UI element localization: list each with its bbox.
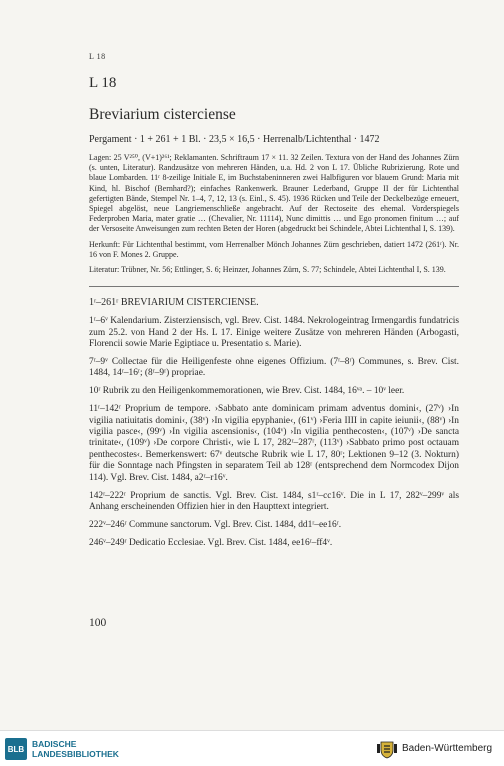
baden-wuerttemberg-crest-icon[interactable] [376, 739, 398, 759]
description-literatur: Literatur: Trübner, Nr. 56; Ettlinger, S. 6; Heinzer, Johannes Zürn, S. 77; Schindele, Abtei Lichtenthal I, S. 139. [89, 265, 446, 275]
blb-library-name[interactable] [32, 739, 119, 759]
footer-bar [0, 730, 504, 766]
content-entry: 142ʳ–222ʳ Proprium de sanctis. Vgl. Brev. Cist. 1484, s1ʳ–cc16ᵛ. Die in L 17, 282ᵛ–299ᵛ als Anhang erscheinenden Offizien hier in den Haupttext integriert. [89, 490, 459, 512]
section-heading: 1ʳ–261ʳ BREVIARIUM CISTERCIENSE. [89, 297, 259, 309]
blb-line-1: BADISCHE [32, 739, 77, 749]
blb-logo-icon[interactable]: BLB [5, 738, 27, 760]
manuscript-meta: Pergament · 1 + 261 + 1 Bl. · 23,5 × 16,5 · Herrenalb/Lichtenthal · 1472 [89, 134, 380, 145]
content-entry: 1ʳ–6ᵛ Kalendarium. Zisterziensisch, vgl. Brev. Cist. 1484. Nekrologeintrag Irmengardis fundatricis zum 25.2. von Hand 2 der Hs. L 17. Einige weitere Zusätze von mehreren Händen (Arbogasti, Florencii sowie Marie Egiptiace u. Presentatio s. Marie). [89, 316, 459, 350]
description-lagen: Lagen: 25 V²⁵⁰, (V+1)²⁶¹; Reklamanten. Schriftraum 17 × 11. 32 Zeilen. Textura von der Hand des Johannes Zürn (s. unten, Literatur). Randzusätze von mehreren Händen, u.a. Hd. 2 von L 17. Übliche Rubrizierung. Rote und blaue Lombarden. 11ʳ 8-zeilige Initiale E, im Buchstabeninneren zwei Halbfiguren vor blauem Grund: Maria mit Kind, hl. Bischof (Bernhard?); einfaches Rankenwerk. Brauner Lederband, Gruppe II der für Lichtenthal gefertigten Bände, Stempel Nr. 1–4, 7, 12, 13 (s. Einl., S. 45). 1936 Rücken und Teile der Deckelbezüge erneuert, Spiegel abgelöst, neue Langriemenschließe angebracht. Auf der Rectoseite des ehemal. Vorderspiegels Federproben Maria, mater gratie … (Chevalier, Nr. 11114), Nunc dimittis … und Ego pronomen finitum …; auf der Versoseite Anweisungen zum rechten Beten der Horen (abgedruckt bei Schindele, Abtei Lichtenthal I, S. 139). [89, 153, 459, 234]
content-entry: 11ʳ–142ʳ Proprium de tempore. ›Sabbato ante dominicam primam adventus domini‹, (27ᵛ) ›In vigilia natiuitatis domini‹, (38ᵛ) ›In vigilia epyphanie‹, (61ᵛ) ›Feria IIII in capite ieiunii‹, (88ᵛ) ›In vigilia pasce‹, (99ᵛ) ›In vigilia ascensionis‹, (104ᵛ) ›In vigilia penthecosten‹, (107ᵛ) ›De sancta trinitate‹, (109ᵛ) ›De corpore Christi‹, wie L 17, 282ʳ–287ʳ, (113ᵛ) ›Sabbato primo post octauam penthecostes‹. Bemerkenswert: 67ᵛ deutsche Rubrik wie L 17, 80ʳ; Lektionen 9–12 (3. Nokturn) für die Sonntage nach Pfingsten in separatem Teil ab 128ʳ (entsprechend dem Normcodex Dijon 114). Vgl. Brev. Cist. 1484, a2ʳ–r16ᵛ. [89, 404, 459, 483]
content-entry: 7ʳ–9ᵛ Collectae für die Heiligenfeste ohne eigenes Offizium. (7ʳ–8ʳ) Communes, s. Brev. Cist. 1484, 14ʳ–16ʳ; (8ʳ–9ʳ) propriae. [89, 356, 459, 379]
manuscript-title: Breviarium cisterciense [89, 106, 236, 123]
baden-wuerttemberg-label[interactable]: Baden-Württemberg [402, 743, 493, 754]
running-head: L 18 [89, 52, 106, 61]
page-number: 100 [89, 617, 107, 629]
blb-line-2: LANDESBIBLIOTHEK [32, 749, 119, 759]
content-entry: 10ʳ Rubrik zu den Heiligenkommemorationen, wie Brev. Cist. 1484, 16ᵛᵃ. – 10ᵛ leer. [89, 386, 405, 397]
description-herkunft: Herkunft: Für Lichtenthal bestimmt, vom Herrenalber Mönch Johannes Zürn geschrieben, datiert 1472 (261ʳ). Nr. 16 von F. Mones 2. Gruppe. [89, 239, 459, 259]
page-content [89, 52, 459, 556]
content-entry: 222ᵛ–246ʳ Commune sanctorum. Vgl. Brev. Cist. 1484, dd1ʳ–ee16ʳ. [89, 519, 342, 530]
section-divider [89, 286, 459, 287]
manuscript-signature: L 18 [89, 75, 117, 91]
content-entry: 246ᵛ–249ʳ Dedicatio Ecclesiae. Vgl. Brev. Cist. 1484, ee16ʳ–ff4ᵛ. [89, 537, 333, 548]
